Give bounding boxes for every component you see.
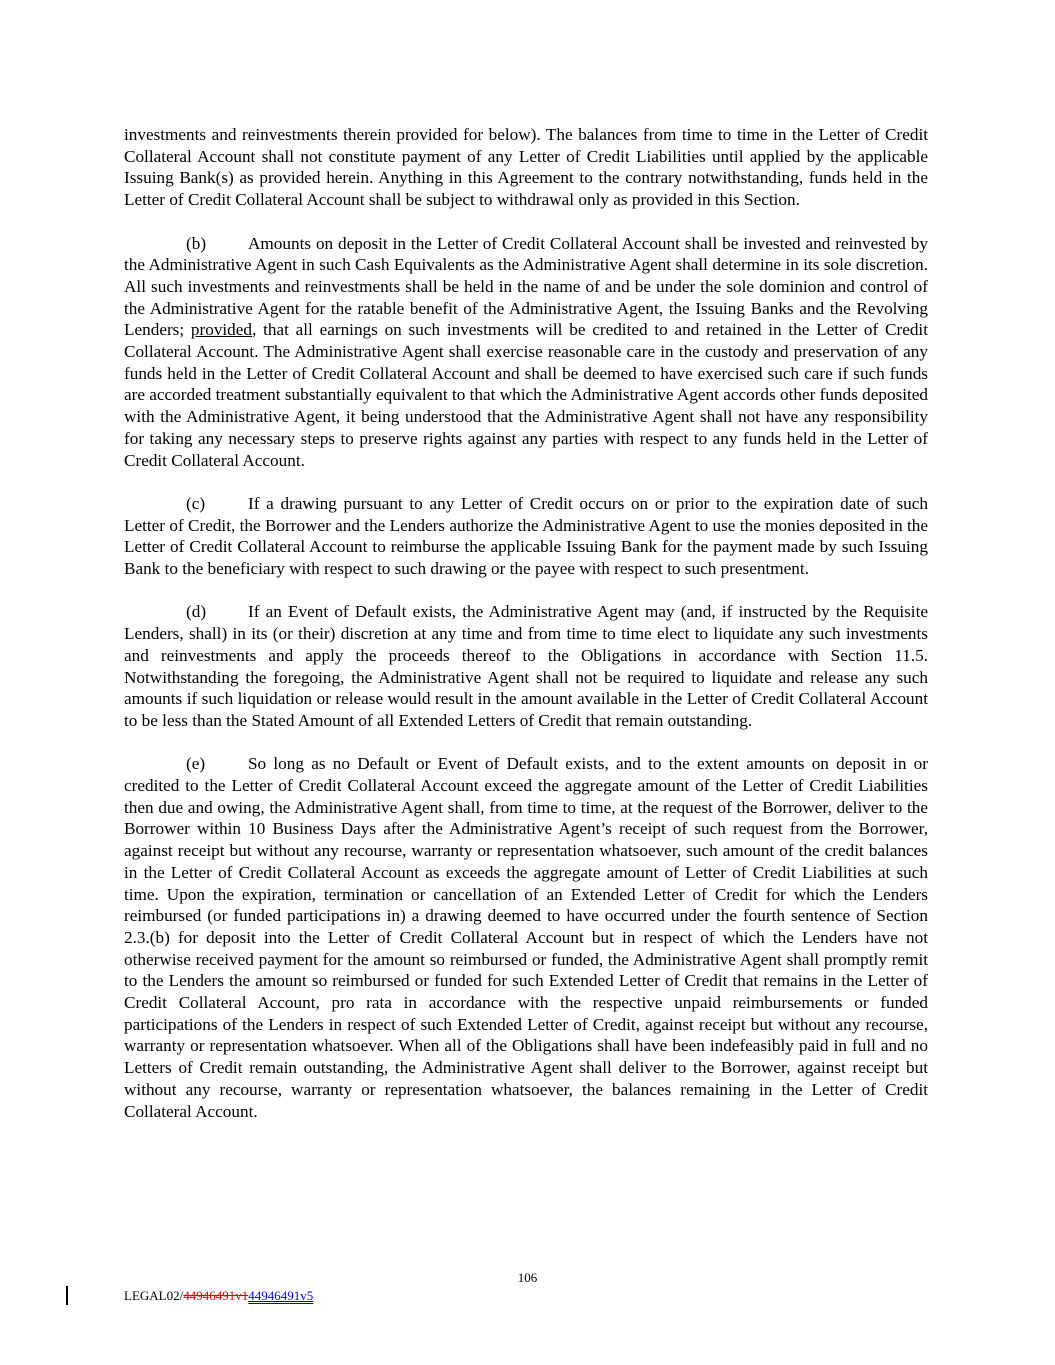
paragraph-c bbox=[124, 493, 928, 580]
paragraph-b-text-after: , that all earnings on such investments will be credited to and retained in the Letter of Credit Collateral Account. The Administrative Agent shall exercise reasonable care in the custody and preservation of any funds held in the Letter of Credit Collateral Account and shall be deemed to have exercised such care if such funds are accorded treatment substantially equivalent to that which the Administrative Agent accords other funds deposited with the Administrative Agent, it being understood that the Administrative Agent shall not have any responsibility for taking any necessary steps to preserve rights against any parties with respect to any funds held in the Letter of Credit Collateral Account. bbox=[124, 320, 928, 470]
paragraph-d-text: If an Event of Default exists, the Administrative Agent may (and, if instructed by the Requisite Lenders, shall) in its (or their) discretion at any time and from time to time elect to liquidate any such investments and reinvestments and apply the proceeds thereof to the Obligations in accordance with Section 11.5. Notwithstanding the foregoing, the Administrative Agent shall not be required to liquidate and release any such amounts if such liquidation or release would result in the amount available in the Letter of Credit Collateral Account to be less than the Stated Amount of all Extended Letters of Credit that remain outstanding. bbox=[124, 602, 928, 730]
footer-deleted-version: 44946491v1 bbox=[183, 1288, 249, 1303]
footer-prefix: LEGAL02/ bbox=[124, 1288, 184, 1303]
footer-document-id bbox=[124, 1288, 313, 1304]
paragraph-e bbox=[124, 753, 928, 1122]
paragraph-label-e: (e) bbox=[186, 754, 206, 774]
paragraph-label-c: (c) bbox=[186, 493, 206, 513]
footer-inserted-version: 44946491v5 bbox=[248, 1288, 314, 1303]
paragraph-c-text: If a drawing pursuant to any Letter of Credit occurs on or prior to the expiration date of such Letter of Credit, the Borrower and the Lenders authorize the Administrative Agent to use the monies deposited in the Letter of Credit Collateral Account to reimburse the applicable Issuing Bank for the payment made by such Issuing Bank to the beneficiary with respect to such drawing or the payee with respect to such presentment. bbox=[124, 493, 928, 579]
paragraph-b bbox=[124, 233, 928, 472]
paragraph-label-d: (d) bbox=[186, 602, 207, 622]
document-page bbox=[124, 124, 928, 1144]
paragraph-d bbox=[124, 601, 928, 731]
paragraph-e-text: So long as no Default or Event of Default exists, and to the extent amounts on deposit in or credited to the Letter of Credit Collateral Account exceed the aggregate amount of the Letter of Credit Liabilities then due and owing, the Administrative Agent shall, from time to time, at the request of the Borrower, deliver to the Borrower within 10 Business Days after the Administrative Agent’s receipt of such request from the Borrower, against receipt but without any recourse, warranty or representation whatsoever, such amount of the credit balances in the Letter of Credit Collateral Account as exceeds the aggregate amount of Letter of Credit Liabilities at such time. Upon the expiration, termination or cancellation of an Extended Letter of Credit for which the Lenders reimbursed (or funded participations in) a drawing deemed to have occurred under the fourth sentence of Section 2.3.(b) for deposit into the Letter of Credit Collateral Account but in respect of which the Lenders have not otherwise received payment for the amount so reimbursed or funded, the Administrative Agent shall promptly remit to the Lenders the amount so reimbursed or funded for such Extended Letter of Credit that remains in the Letter of Credit Collateral Account, pro rata in accordance with the respective unpaid reimbursements or funded participations of the Lenders in respect of such Extended Letter of Credit, against receipt but without any recourse, warranty or representation whatsoever. When all of the Obligations shall have been indefeasibly paid in full and no Letters of Credit remain outstanding, the Administrative Agent shall deliver to the Borrower, against receipt but without any recourse, warranty or representation whatsoever, the balances remaining in the Letter of Credit Collateral Account. bbox=[124, 754, 928, 1121]
paragraph-label-b: (b) bbox=[186, 233, 207, 253]
page-number: 106 bbox=[517, 1270, 538, 1285]
change-bar bbox=[66, 1286, 68, 1305]
paragraph-b-provided: provided bbox=[190, 320, 253, 340]
paragraph-b-text-before: Amounts on deposit in the Letter of Credit Collateral Account shall be invested and reinvested by the Administrative Agent in such Cash Equivalents as the Administrative Agent shall determine in its sole discretion. All such investments and reinvestments shall be held in the name of and be under the sole dominion and control of the Administrative Agent for the ratable benefit of the Administrative Agent, the Issuing Banks and the Revolving Lenders; bbox=[124, 233, 928, 340]
paragraph-continuation: investments and reinvestments therein provided for below). The balances from time to time in the Letter of Credit Collateral Account shall not constitute payment of any Letter of Credit Liabilities until applied by the applicable Issuing Bank(s) as provided herein. Anything in this Agreement to the contrary notwithstanding, funds held in the Letter of Credit Collateral Account shall be subject to withdrawal only as provided in this Section. bbox=[124, 125, 928, 210]
